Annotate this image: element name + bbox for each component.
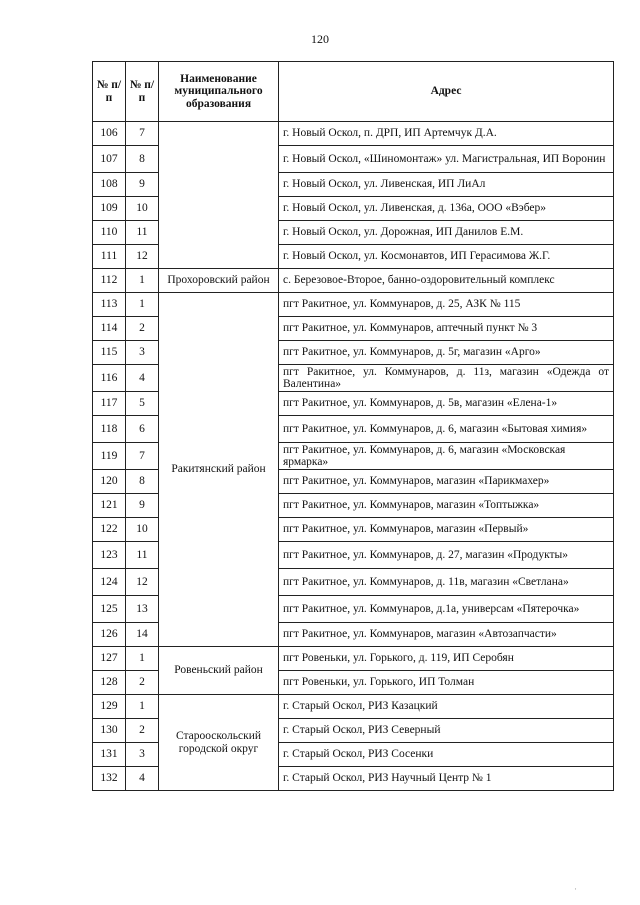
cell-address: пгт Ракитное, ул. Коммунаров, д. 5в, магазин «Елена-1» [279,392,614,416]
table-row [93,293,614,317]
cell-address: пгт Ракитное, ул. Коммунаров, д. 6, магазин «Московская ярмарка» [279,443,614,470]
header-row [93,62,614,122]
cell-municipality [159,122,279,269]
cell-municipality: Старооскольский городской округ [159,695,279,791]
cell-serial-number: 129 [93,695,126,719]
cell-address: пгт Ровеньки, ул. Горького, д. 119, ИП Серобян [279,647,614,671]
cell-local-number: 8 [126,470,159,494]
cell-local-number: 7 [126,443,159,470]
cell-serial-number: 106 [93,122,126,146]
cell-serial-number: 112 [93,269,126,293]
cell-serial-number: 126 [93,623,126,647]
cell-serial-number: 116 [93,365,126,392]
cell-local-number: 11 [126,542,159,569]
cell-serial-number: 131 [93,743,126,767]
cell-serial-number: 120 [93,470,126,494]
cell-local-number: 2 [126,671,159,695]
cell-local-number: 13 [126,596,159,623]
cell-address: г. Старый Оскол, РИЗ Сосенки [279,743,614,767]
cell-serial-number: 125 [93,596,126,623]
cell-local-number: 3 [126,743,159,767]
cell-address: пгт Ракитное, ул. Коммунаров, д. 11з, магазин «Одежда от Валентина» [279,365,614,392]
cell-local-number: 3 [126,341,159,365]
address-table [92,61,614,791]
cell-address: г. Новый Оскол, ул. Ливенская, д. 136а, ООО «Вэбер» [279,197,614,221]
cell-local-number: 5 [126,392,159,416]
cell-local-number: 9 [126,494,159,518]
cell-address: г. Новый Оскол, п. ДРП, ИП Артемчук Д.А. [279,122,614,146]
cell-address: пгт Ракитное, ул. Коммунаров, д. 6, магазин «Бытовая химия» [279,416,614,443]
cell-serial-number: 109 [93,197,126,221]
cell-serial-number: 128 [93,671,126,695]
page-number: 120 [311,32,329,46]
margin-dot: · [574,884,577,894]
table-row [93,122,614,146]
table-body [93,122,614,791]
cell-address: пгт Ракитное, ул. Коммунаров, д. 11в, магазин «Светлана» [279,569,614,596]
cell-address: пгт Ракитное, ул. Коммунаров, д. 25, АЗК № 115 [279,293,614,317]
cell-local-number: 6 [126,416,159,443]
table-row [93,269,614,293]
cell-serial-number: 111 [93,245,126,269]
cell-address: пгт Ровеньки, ул. Горького, ИП Толман [279,671,614,695]
cell-address: пгт Ракитное, ул. Коммунаров, д.1а, универсам «Пятерочка» [279,596,614,623]
cell-address: г. Новый Оскол, ул. Космонавтов, ИП Герасимова Ж.Г. [279,245,614,269]
cell-local-number: 14 [126,623,159,647]
header-address: Адрес [279,62,614,122]
cell-address: г. Старый Оскол, РИЗ Казацкий [279,695,614,719]
cell-address: г. Старый Оскол, РИЗ Северный [279,719,614,743]
cell-local-number: 12 [126,245,159,269]
cell-serial-number: 108 [93,173,126,197]
cell-local-number: 10 [126,518,159,542]
cell-serial-number: 121 [93,494,126,518]
cell-local-number: 7 [126,122,159,146]
cell-local-number: 12 [126,569,159,596]
cell-serial-number: 117 [93,392,126,416]
cell-serial-number: 123 [93,542,126,569]
cell-address: пгт Ракитное, ул. Коммунаров, магазин «Топтыжка» [279,494,614,518]
cell-address: пгт Ракитное, ул. Коммунаров, аптечный пункт № 3 [279,317,614,341]
cell-serial-number: 130 [93,719,126,743]
table-row [93,695,614,719]
cell-serial-number: 127 [93,647,126,671]
cell-serial-number: 118 [93,416,126,443]
cell-local-number: 11 [126,221,159,245]
cell-serial-number: 115 [93,341,126,365]
cell-serial-number: 113 [93,293,126,317]
cell-address: г. Старый Оскол, РИЗ Научный Центр № 1 [279,767,614,791]
cell-address: пгт Ракитное, ул. Коммунаров, магазин «Автозапчасти» [279,623,614,647]
cell-serial-number: 124 [93,569,126,596]
cell-local-number: 1 [126,695,159,719]
cell-serial-number: 114 [93,317,126,341]
cell-local-number: 10 [126,197,159,221]
cell-local-number: 1 [126,647,159,671]
cell-address: пгт Ракитное, ул. Коммунаров, магазин «Парикмахер» [279,470,614,494]
cell-serial-number: 132 [93,767,126,791]
cell-address: с. Березовое-Второе, банно-оздоровительный комплекс [279,269,614,293]
cell-address: г. Новый Оскол, «Шиномонтаж» ул. Магистральная, ИП Воронин [279,146,614,173]
cell-local-number: 2 [126,317,159,341]
cell-municipality: Прохоровский район [159,269,279,293]
cell-serial-number: 119 [93,443,126,470]
cell-local-number: 4 [126,365,159,392]
cell-address: г. Новый Оскол, ул. Ливенская, ИП ЛиАл [279,173,614,197]
cell-local-number: 1 [126,269,159,293]
table-header [93,62,614,122]
header-municipality: Наименование муниципального образования [159,62,279,122]
cell-local-number: 2 [126,719,159,743]
table-row [93,647,614,671]
cell-local-number: 8 [126,146,159,173]
cell-serial-number: 107 [93,146,126,173]
cell-local-number: 9 [126,173,159,197]
cell-serial-number: 110 [93,221,126,245]
cell-municipality: Ракитянский район [159,293,279,647]
header-local-number: № п/п [126,62,159,122]
cell-municipality: Ровеньский район [159,647,279,695]
cell-serial-number: 122 [93,518,126,542]
cell-local-number: 4 [126,767,159,791]
cell-address: г. Новый Оскол, ул. Дорожная, ИП Данилов Е.М. [279,221,614,245]
header-serial-number: № п/п [93,62,126,122]
cell-address: пгт Ракитное, ул. Коммунаров, д. 27, магазин «Продукты» [279,542,614,569]
cell-address: пгт Ракитное, ул. Коммунаров, магазин «Первый» [279,518,614,542]
cell-address: пгт Ракитное, ул. Коммунаров, д. 5г, магазин «Арго» [279,341,614,365]
cell-local-number: 1 [126,293,159,317]
